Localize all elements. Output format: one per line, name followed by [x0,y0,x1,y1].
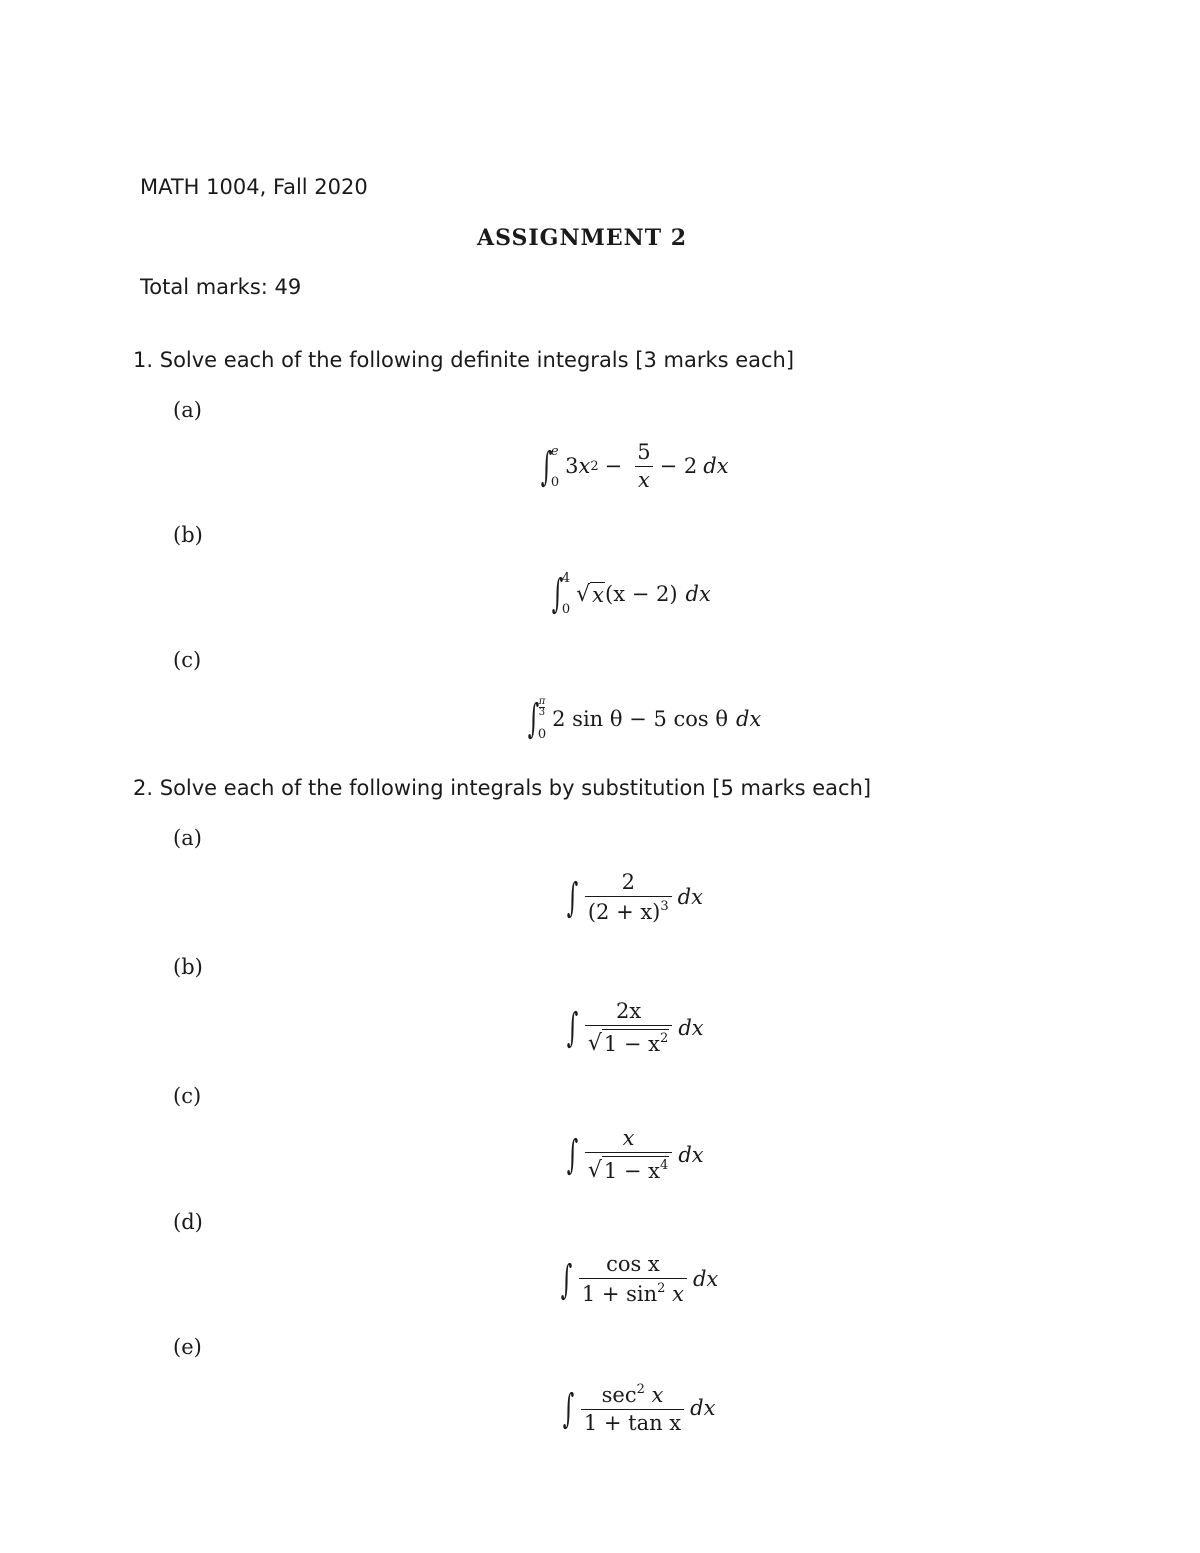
q2c-label: (c) [173,1084,202,1108]
q2a-label: (a) [173,826,202,850]
q2d-label: (d) [173,1210,203,1234]
question-1-number: 1. [133,348,154,372]
q2b-label: (b) [173,955,203,979]
page-title: ASSIGNMENT 2 [477,225,688,251]
q1a-label: (a) [173,398,202,422]
integral-limits: π 3 0 [537,696,547,742]
square-root: √ x [576,582,604,607]
q2e-equation: ∫ $\frac{\sec^2 x}{\text{1 + tan x}}$ dx [562,1382,716,1435]
question-1-text: Solve each of the following definite integrals [3 marks each] [159,348,795,372]
fraction: $\frac{\sec^2 x}{\text{1 + tan x}}$ [581,1383,684,1434]
q2b-equation: ∫ 2x √ $1 - x^2$ dx [566,999,704,1056]
fraction: $\frac{5}{x}$ [634,442,653,491]
q1b-equation: ∫ 4 0 √ x (x − 2) dx [551,571,711,617]
question-2-text: Solve each of the following integrals by substitution [5 marks each] [159,776,872,800]
q2d-equation: ∫ $\frac{\text{cos x}}{1 + \sin^2 x}$ dx [560,1252,719,1306]
question-1 [133,350,794,371]
q2e-label: (e) [173,1335,202,1359]
q1c-equation: ∫ π 3 0 2 sin θ − 5 cos θ dx [527,696,762,742]
integral-limits: 4 0 [561,571,571,617]
question-2 [133,778,871,799]
integral-sign: ∫ [527,696,540,742]
integral-sign: ∫ [540,443,553,490]
integral-limits: e 0 [550,443,560,490]
q2c-equation: ∫ x √ $1 - x^4$ dx [566,1126,704,1183]
fraction: x √ $1 - x^4$ [585,1128,672,1182]
total-marks: Total marks: 49 [140,275,302,299]
fraction: 2x √ $1 - x^2$ [585,1001,672,1055]
integral-sign: ∫ [562,1385,575,1432]
q2a-equation: ∫ $\frac{2}{(2 + x)^3}$ dx [566,870,703,924]
course-header: MATH 1004, Fall 2020 [140,175,368,199]
q1c-label: (c) [173,648,202,672]
fraction: $\frac{2}{(2 + x)^3}$ [585,872,672,923]
integral-sign: ∫ [566,874,579,921]
integral-sign: ∫ [560,1256,573,1303]
integral-sign: ∫ [551,571,564,617]
fraction: $\frac{\text{cos x}}{1 + \sin^2 x}$ [579,1254,687,1305]
integral-sign: ∫ [566,1132,579,1178]
q1b-label: (b) [173,523,203,547]
integral-sign: ∫ [566,1005,579,1051]
q1a-equation: ∫ e 0 3 x 2 − $\frac{5}{x}$ − 2 dx [540,440,729,492]
question-2-number: 2. [133,776,154,800]
